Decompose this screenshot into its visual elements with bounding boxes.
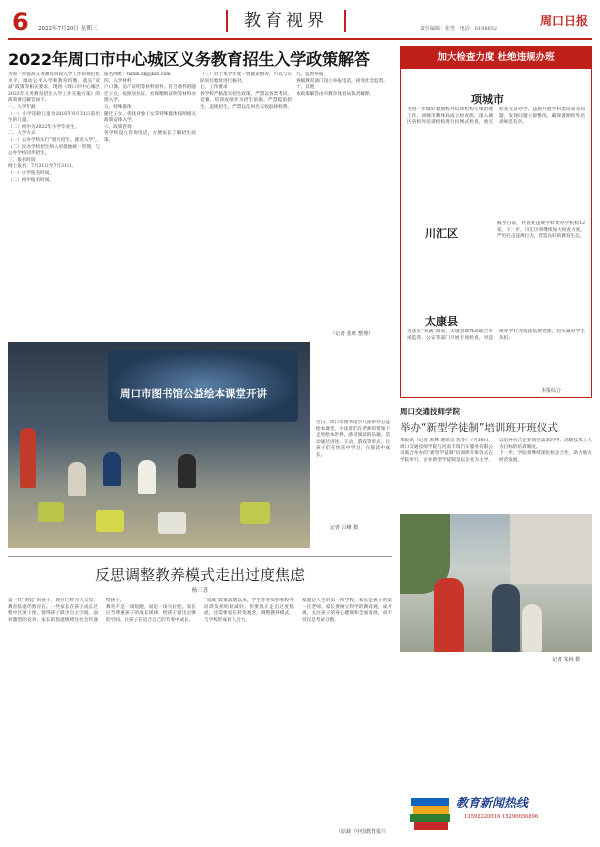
photo-stool	[38, 502, 64, 522]
library-photo	[8, 342, 310, 548]
lead-column-3: （三）对于本学年度一致就读情况，可以与实际居住地址进行核对。 七、工作要求 各学校严格落实招生政策，严禁以各类考试、竞赛、培训成绩作为招生依据。严禁提前招生、违规招生。严禁以任何名义收取择校费。	[200, 72, 292, 110]
school-photo-byline: 记者 朱林 摄	[552, 657, 581, 663]
region-text-chuanhui: 截至目前，共查处违规学科类办学机构12家，下一步，川汇区将继续加大检查力度，严厉打击违规行为，营造良好的教育生态。	[497, 221, 585, 240]
photo-child	[522, 604, 542, 652]
photo-building	[510, 514, 592, 584]
sidebar-byline: 本报综合	[541, 388, 562, 394]
essay-source: （原载《中国教育报》）	[336, 829, 389, 835]
paper-logo: 周口日报	[540, 14, 589, 28]
photo-child	[178, 454, 196, 488]
photo-teacher	[20, 428, 36, 488]
region-title-xiangcheng: 项城市	[471, 93, 504, 106]
school-headline: 举办“新型学徒制”培训班开班仪式	[400, 422, 558, 434]
photo-child	[138, 460, 156, 494]
lead-column-4: 九、监督举报 各级教育部门设立举报电话，接受社会监督。 十、其他 本政策解答由市教育体育局负责解释。	[296, 72, 388, 97]
photo-caption-overlay: 周口市图书馆公益绘本课堂开讲	[120, 388, 267, 400]
school-kicker: 周口交通技师学院	[400, 407, 460, 416]
essay-headline: 反思调整教养模式走出过度焦虑	[94, 566, 305, 584]
school-body: 本报讯（记者 朱林 通讯员 焦冬）7月16日，周口交通技师学院与河南丰瑞汽车服务有限公司联合举办的“新型学徒制”培训班开班仪式在学院举行。企业新型学徒制是以企业为主导，以培养符合企业岗位需求的中、高级技术工人为目标的培训制度。 下一步，学院将继续深化校企合作，助力地方经济发展。	[400, 438, 592, 463]
photo-caption: 近日，周口市图书馆少儿部举办公益绘本课堂，小读者们在老师的带领下走进绘本世界，感受阅读的乐趣。活动通过讲述、互动、游戏等形式，让孩子们在快乐中学习，在阅读中成长。	[316, 420, 390, 458]
sidebar-banner	[401, 47, 591, 69]
region-text-taikang: 为落实“双减”政策，太康县教体局联合市场监管、公安等部门开展专项检查，对违规办学行为依法依规处理，切实减轻学生负担。	[407, 329, 585, 341]
photo-stool	[158, 512, 186, 534]
lead-byline: （记者 张旺 整理）	[330, 331, 374, 337]
photo-volunteer	[434, 578, 464, 652]
hotline-phones: 13592220016 15290656896	[464, 814, 539, 820]
hotline-title: 教育新闻热线	[456, 796, 529, 810]
lead-headline: 2022年周口市中心城区义务教育招生入学政策解答	[8, 50, 370, 69]
banner-text: 加大检查力度 杜绝违规办班	[437, 52, 555, 63]
issue-date: 2022年7月20日 星期三	[38, 26, 98, 32]
photo-child	[103, 452, 121, 486]
page-number: 6	[12, 8, 29, 36]
photo-byline: 记者 吕峰 摄	[330, 525, 359, 531]
section-label	[226, 10, 346, 32]
region-title-taikang: 太康县	[425, 315, 458, 328]
books-icon	[410, 778, 450, 832]
photo-child	[68, 462, 86, 496]
photo-stool	[240, 502, 270, 524]
masthead	[8, 8, 592, 38]
photo-stool	[96, 510, 124, 532]
editor-line: 责任编辑：张男 电话：6198852	[420, 26, 498, 32]
masthead-rule	[8, 38, 592, 40]
hotline-box	[400, 772, 592, 840]
lead-column-2: 报名网址：hsbm.zkjyjkzx.com 四、入学材料 户口簿、房产证明等材料原件。符合条件的随迁子女，按照居住证、社保缴纳证明等材料办理入学。 五、特殊群体 随迁子女、优抚对象子女等特殊群体按照相关政策安排入学。 六、政策咨询 各学校设立咨询电话，方便家长了解招生政策。	[104, 72, 196, 143]
school-photo	[400, 514, 592, 652]
essay-body: 第一代“鸡娃”的孩子，现在已经为人父母，教育焦虑仍然存在。一些家长在孩子成长过程中过度干预，使得孩子缺少自主空间。面对激烈的竞争，家长的焦虑情绪往往会传递给孩子。 教育不是一场短跑，而是一场马拉松。家长应当尊重孩子的成长规律，给孩子留出足够的空间，让孩子在适合自己的节奏中成长。 “双减”政策落地以来，学生作业负担和校外培训负担明显减轻。但要真正走出过度焦虑，还需要家长转变观念，调整教养模式，与学校形成育人合力。 家庭是人生的第一所学校，家长是孩子的第一任老师。家长要树立科学的教育观、成才观，关注孩子的身心健康和全面发展，而不仅仅是考试分数。	[8, 598, 392, 623]
region-text-xiangcheng: 为进一步做好暑期校外培训机构专项治理工作，项城市教体局成立检查组，深入城区各校外培训机构进行拉网式检查，重点检查无证办学、违规开展学科类培训等问题，发现问题立即整改，确保暑期校外培训规范有序。	[407, 107, 585, 126]
photo-person	[492, 584, 520, 652]
region-title-chuanhui: 川汇区	[425, 227, 458, 240]
sidebar-box	[400, 46, 592, 398]
divider	[8, 556, 392, 557]
lead-column-1: 为进一步提高义务教育阶段入学工作的规范化水平，推动公平入学和教育均衡，落实“双减”政策等相关要求，现将《周口市中心城区2022年义务教育招生入学工作实施方案》的政策要点解答如下。 一、入学年龄 （一）小学适龄儿童为2016年8月31日前出生的儿童。 （二）初中为2022年小学毕业生。 二、入学方式 （一）公办学校实行“划片招生、就近入学”。 （二）民办学校招生纳入审批地统一管理，与公办学校同步招生。 三、报名时间 网上报名：7月21日至7月31日。 （一）小学报名时间。 （二）初中报名时间。	[8, 72, 100, 183]
section-title: 教育视界	[244, 11, 328, 31]
essay-author: 杨三喜	[191, 588, 209, 594]
